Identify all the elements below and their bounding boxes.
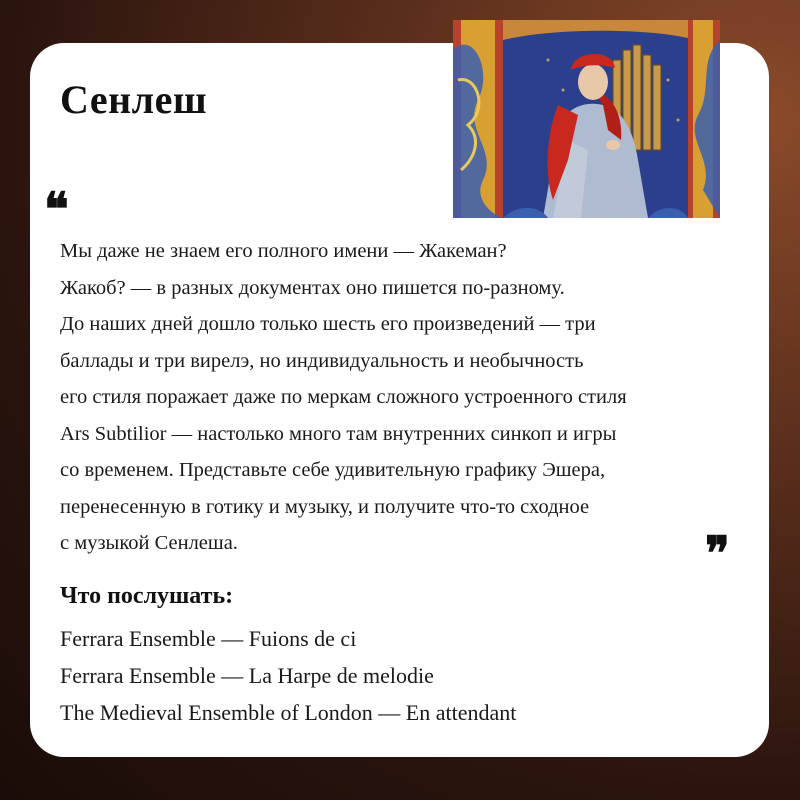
opening-quote-icon: ❝ — [44, 182, 69, 236]
quote-body — [60, 233, 760, 562]
quote-line: перенесенную в готику и музыку, и получите что-то сходное — [60, 495, 590, 518]
page-title: Сенлеш — [60, 77, 208, 122]
quote-line: баллады и три вирелэ, но индивидуальность и необычность — [60, 349, 584, 372]
quote-line: Жакоб? — в разных документах оно пишется по-разному. — [60, 276, 565, 299]
quote-line: До наших дней дошло только шесть его произведений — три — [60, 313, 596, 335]
medieval-illumination-image — [453, 20, 720, 218]
quote-line: со временем. Представьте себе удивительную графику Эшера, — [60, 459, 606, 481]
listen-list — [60, 620, 516, 731]
quote-line: его стиля поражает даже по меркам сложного устроенного стиля — [60, 386, 627, 408]
listen-item: Ferrara Ensemble — Fuions de ci — [60, 626, 357, 651]
quote-line: Мы даже не знаем его полного имени — Жакеман? — [60, 240, 507, 262]
listen-item: The Medieval Ensemble of London — En attendant — [60, 700, 517, 725]
quote-line: с музыкой Сенлеша. — [60, 532, 238, 554]
quote-line: Ars Subtilior — настолько много там внутренних синкоп и игры — [60, 422, 617, 445]
closing-quote-icon: ❞ — [705, 526, 730, 580]
listen-item: Ferrara Ensemble — La Harpe de melodie — [60, 663, 434, 688]
listen-heading: Что послушать: — [60, 583, 234, 609]
